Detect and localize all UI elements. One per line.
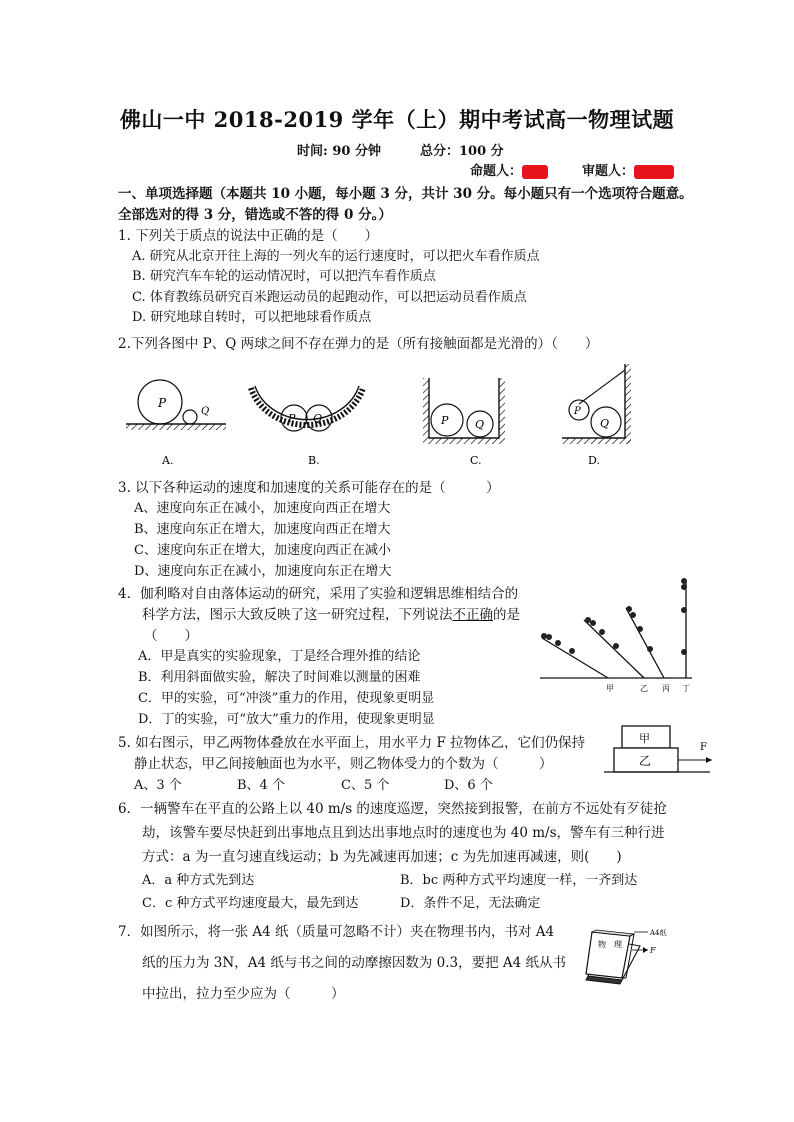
q6-stem-line3: 方式：a 为一直匀速直线运动；b 为先减速再加速；c 为先加速再减速，则( ) bbox=[142, 849, 622, 865]
q4-option-a: A．甲是真实的实验现象，丁是经合理外推的结论 bbox=[138, 649, 421, 664]
q4-stem2-emphasis: 不正确 bbox=[452, 607, 493, 623]
q6-option-a: A．a 种方式先到达 bbox=[142, 873, 255, 888]
q2-c-ball-q: Q bbox=[475, 418, 485, 431]
q2-b-ball-q: Q bbox=[313, 412, 323, 425]
q3-option-b: B、速度向东正在增大，加速度向西正在增大 bbox=[134, 522, 391, 537]
q7-book-label: 物 理 bbox=[598, 940, 622, 949]
q4-fig-label-jia: 甲 bbox=[606, 684, 614, 693]
q4-fig-label-ding: 丁 bbox=[682, 684, 690, 693]
q7-book-figure bbox=[578, 920, 688, 988]
q2-figures bbox=[118, 358, 658, 470]
q5-option-d: D、6 个 bbox=[444, 778, 493, 793]
q2-label-b: B. bbox=[308, 454, 320, 467]
q4-option-d: D．丁的实验，可“放大”重力的作用，使现象更明显 bbox=[138, 712, 435, 727]
reviewer-redaction bbox=[634, 165, 674, 179]
q4-fig-label-yi: 乙 bbox=[640, 684, 648, 693]
section1-line1: 一、单项选择题（本题共 10 小题，每小题 3 分，共计 30 分。每小题只有一个选项符合题意。 bbox=[118, 186, 693, 202]
q2-a-ball-p: P bbox=[158, 396, 167, 410]
q1-stem: 1. 下列关于质点的说法中正确的是（ ） bbox=[118, 228, 379, 244]
author-field bbox=[470, 160, 548, 179]
q4-stem2-part2: 的是 bbox=[493, 607, 520, 623]
author-redaction bbox=[522, 165, 548, 179]
q1-option-d: D. 研究地球自转时，可以把地球看作质点 bbox=[132, 310, 372, 325]
q2-label-c: C. bbox=[470, 454, 482, 467]
q6-stem-line2: 劫，该警车要尽快赶到出事地点且到达出事地点时的速度也为 40 m/s，警车有三种行进 bbox=[142, 825, 665, 841]
q2-stem: 2.下列各图中 P、Q 两球之间不存在弹力的是（所有接触面都是光滑的）（ ） bbox=[118, 336, 599, 352]
q2-d-ball-p: P bbox=[574, 406, 581, 417]
q1-option-a: A. 研究从北京开往上海的一列火车的运行速度时，可以把火车看作质点 bbox=[132, 249, 540, 264]
q3-option-c: C、速度向东正在增大，加速度向西正在减小 bbox=[134, 543, 391, 558]
q3-option-a: A、速度向东正在减小，加速度向西正在增大 bbox=[134, 501, 391, 516]
q6-option-d: D．条件不足，无法确定 bbox=[400, 896, 541, 911]
reviewer-field bbox=[582, 160, 674, 179]
q5-option-c: C、5 个 bbox=[341, 778, 390, 793]
q2-label-a: A. bbox=[162, 454, 174, 467]
q6-stem-line1: 6．一辆警车在平直的公路上以 40 m/s 的速度巡逻，突然接到报警，在前方不远处有歹徒抢 bbox=[118, 801, 667, 817]
q7-paper-label: A4纸 bbox=[650, 929, 667, 937]
q2-c-ball-p: P bbox=[441, 414, 449, 427]
q5-blocks-figure bbox=[600, 720, 720, 782]
exam-time: 时间: 90 分钟 bbox=[297, 144, 381, 159]
q4-answer-blank: （ ） bbox=[144, 628, 198, 644]
author-label: 命题人： bbox=[470, 164, 523, 179]
page-title: 佛山一中 2018-2019 学年（上）期中考试高一物理试题 bbox=[119, 107, 675, 132]
q3-option-d: D、速度向东正在减小，加速度向东正在增大 bbox=[134, 564, 392, 579]
q3-stem: 3. 以下各种运动的速度和加速度的关系可能存在的是（ ） bbox=[118, 480, 500, 496]
q5-force-label: F bbox=[700, 742, 707, 753]
reviewer-label: 审题人： bbox=[582, 164, 635, 179]
exam-total-score: 总分：100 分 bbox=[420, 144, 504, 159]
q2-figure-c bbox=[423, 378, 505, 467]
q5-stem-line2: 静止状态，甲乙间接触面也为水平，则乙物体受力的个数为（ ） bbox=[134, 756, 553, 772]
q7-force-label: F bbox=[650, 946, 656, 955]
section1-line2: 全部选对的得 3 分，错选或不答的得 0 分。） bbox=[118, 207, 392, 223]
q5-stem-line1: 5. 如右图示，甲乙两物体叠放在水平面上，用水平力 F 拉物体乙，它们仍保持 bbox=[118, 735, 586, 751]
q2-d-ball-q: Q bbox=[600, 417, 610, 430]
q7-stem-line1: 7．如图所示，将一张 A4 纸（质量可忽略不计）夹在物理书内，书对 A4 bbox=[118, 924, 555, 940]
q4-fig-label-bing: 丙 bbox=[662, 684, 670, 693]
q5-option-b: B、4 个 bbox=[237, 778, 285, 793]
q7-stem-line3: 中拉出，拉力至少应为（ ） bbox=[142, 986, 345, 1002]
q2-b-ball-p: P bbox=[288, 412, 296, 425]
q2-label-d: D. bbox=[588, 454, 600, 467]
q2-figure-a bbox=[126, 380, 226, 467]
q4-stem2-part1: 科学方法，图示大致反映了这一研究过程，下列说法 bbox=[142, 607, 453, 623]
q2-a-ball-q: Q bbox=[201, 406, 210, 417]
q6-option-b: B．bc 两种方式平均速度一样，一齐到达 bbox=[400, 873, 638, 888]
q4-stem-line2 bbox=[142, 603, 520, 623]
q6-option-c: C．c 种方式平均速度最大，最先到达 bbox=[142, 896, 359, 911]
q4-option-c: C．甲的实验，可“冲淡”重力的作用，使现象更明显 bbox=[138, 691, 435, 706]
q4-option-b: B．利用斜面做实验，解决了时间难以测量的困难 bbox=[138, 670, 421, 685]
q4-galileo-figure bbox=[536, 574, 696, 694]
q5-block-jia: 甲 bbox=[639, 732, 650, 745]
q2-figure-d bbox=[562, 364, 631, 467]
q5-option-a: A、3 个 bbox=[134, 778, 182, 793]
q5-block-yi: 乙 bbox=[639, 754, 652, 768]
q2-figure-b bbox=[251, 386, 363, 467]
q1-option-b: B. 研究汽车车轮的运动情况时，可以把汽车看作质点 bbox=[132, 269, 436, 284]
q4-stem-line1: 4．伽利略对自由落体运动的研究，采用了实验和逻辑思维相结合的 bbox=[118, 586, 519, 602]
q1-option-c: C. 体育教练员研究百米跑运动员的起跑动作，可以把运动员看作质点 bbox=[132, 290, 527, 305]
q7-stem-line2: 纸的压力为 3N，A4 纸与书之间的动摩擦因数为 0.3，要把 A4 纸从书 bbox=[142, 955, 567, 971]
